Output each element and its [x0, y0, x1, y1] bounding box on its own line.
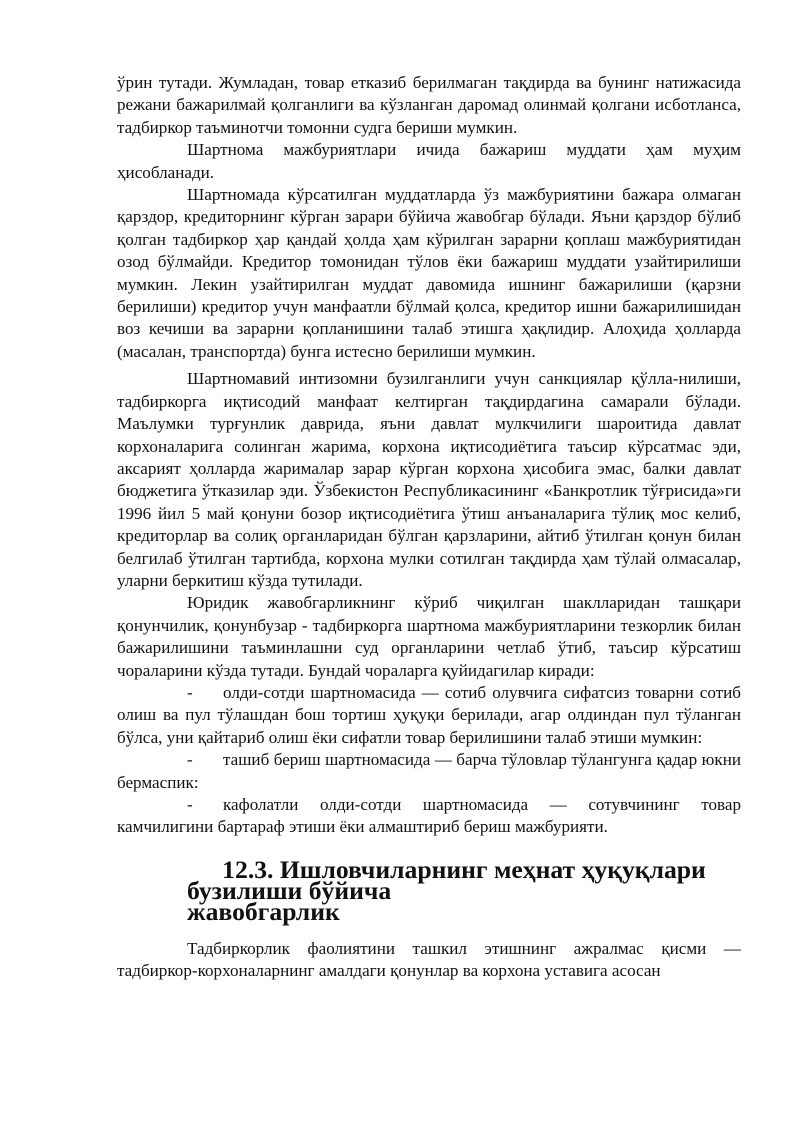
list-dash: - [187, 795, 193, 814]
document-page [117, 72, 741, 983]
list-item [117, 749, 741, 794]
section-heading-line: жавобгарлик [187, 896, 340, 926]
list-item-text: кафолатли олди-сотди шартномасида — сотувчининг товар камчилигини бартараф этиши ёки алмаштириб бериш мажбурияти. [117, 795, 741, 837]
list-item-text: олди-сотди шартномасида — сотиб олувчига сифатсиз товарни сотиб олиш ва пул тўлашдан бош тортиш ҳуқуқи берилади, агар олдиндан пул тўланган бўлса, уни қайтариб олиш ёки сифатли товар берилишини талаб этиши мумкин: [117, 682, 741, 747]
section-heading-line: 12.3. Ишловчиларнинг меҳнат ҳуқуқлари бузилиши бўйича [187, 854, 706, 905]
paragraph: ўрин тутади. Жумладан, товар етказиб берилмаган тақдирда ва бунинг натижасида режани бажарилмай қолганлиги ва кўзланган даромад олинмай қолгани исботланса, тадбиркор таъминотчи томонни судга бериши мумкин. [117, 73, 741, 137]
paragraph: Тадбиркорлик фаолиятини ташкил этишнинг ажралмас қисми — тадбиркор-корхоналарнинг амалдаги қонунлар ва корхона уставига асосан [117, 938, 741, 981]
paragraph: Юридик жавобгарликнинг кўриб чиқилган шаклларидан ташқари қонунчилик, қонунбузар - тадбиркорга шартнома мажбуриятларини тезкорлик билан бажарилишини таъминлашни суд органларини четлаб ўтиб, таъсир кўрсатиш чораларини кўзда тутади. Бундай чораларга қуйидагилар киради: [117, 593, 741, 680]
list-dash: - [187, 750, 193, 770]
list-item [117, 682, 741, 749]
section-heading [117, 854, 741, 926]
paragraph: Шартномада кўрсатилган муддатларда ўз мажбуриятини бажара олмаган қарздор, кредиторнинг кўрган зарари бўйича жавобгар бўлади. Яъни қарздор бўлиб қолган тадбиркор ҳар қандай ҳолда ҳам кўрилган зарарни қоплаш мажбуриятидан озод бўлмайди. Кредитор томонидан тўлов ёки бажариш муддати узайтирилиши мумкин. Лекин узайтирилган муддат давомида ишнинг бажарилиши (қарзни берилиши) кредитор учун манфаатли бўлмай қолса, кредитор ишни бажарилишидан воз кечиши ва зарарни қопланишини талаб этишга ҳақлидир. Алоҳида ҳолларда (масалан, транспортда) бунга истесно берилиши мумкин. [117, 185, 741, 361]
list-dash: - [187, 682, 193, 702]
paragraph: Шартномавий интизомни бузилганлиги учун санкциялар қўлла-нилиши, тадбиркорга иқтисодий манфаат келтирган тақдирдагина самарали бўлади. Маълумки турғунлик даврида, яъни давлат мулкчилиги шароитида давлат корхоналарига солинган жарима, корхона иқтисодиётига таъсир кўрсатмас эди, аксарият ҳолларда жарималар зарар кўрган корхона ҳисобига эмас, балки давлат бюджетига ўтказилар эди. Ўзбекистон Республикасининг «Банкротлик тўғрисида»ги 1996 йил 5 май қонуни бозор иқтисодиётига ўтиш анъаналарига тўлиқ мос келиб, кредиторлар ва солиқ органларидан бўлган қарзларини, айтиб ўтилган қонун билан белгилаб ўтилган тартибда, корхона мулки сотилган тақдирда ҳам тўлай олмасалар, уларни беркитиш кўзда тутилади. [117, 369, 741, 590]
paragraph: Шартнома мажбуриятлари ичида бажариш муддати ҳам муҳим ҳисобланади. [117, 140, 741, 182]
list-item-text: ташиб бериш шартномасида — барча тўловлар тўлангунга қадар юкни бермаспик: [117, 750, 741, 792]
list-item [117, 794, 741, 839]
